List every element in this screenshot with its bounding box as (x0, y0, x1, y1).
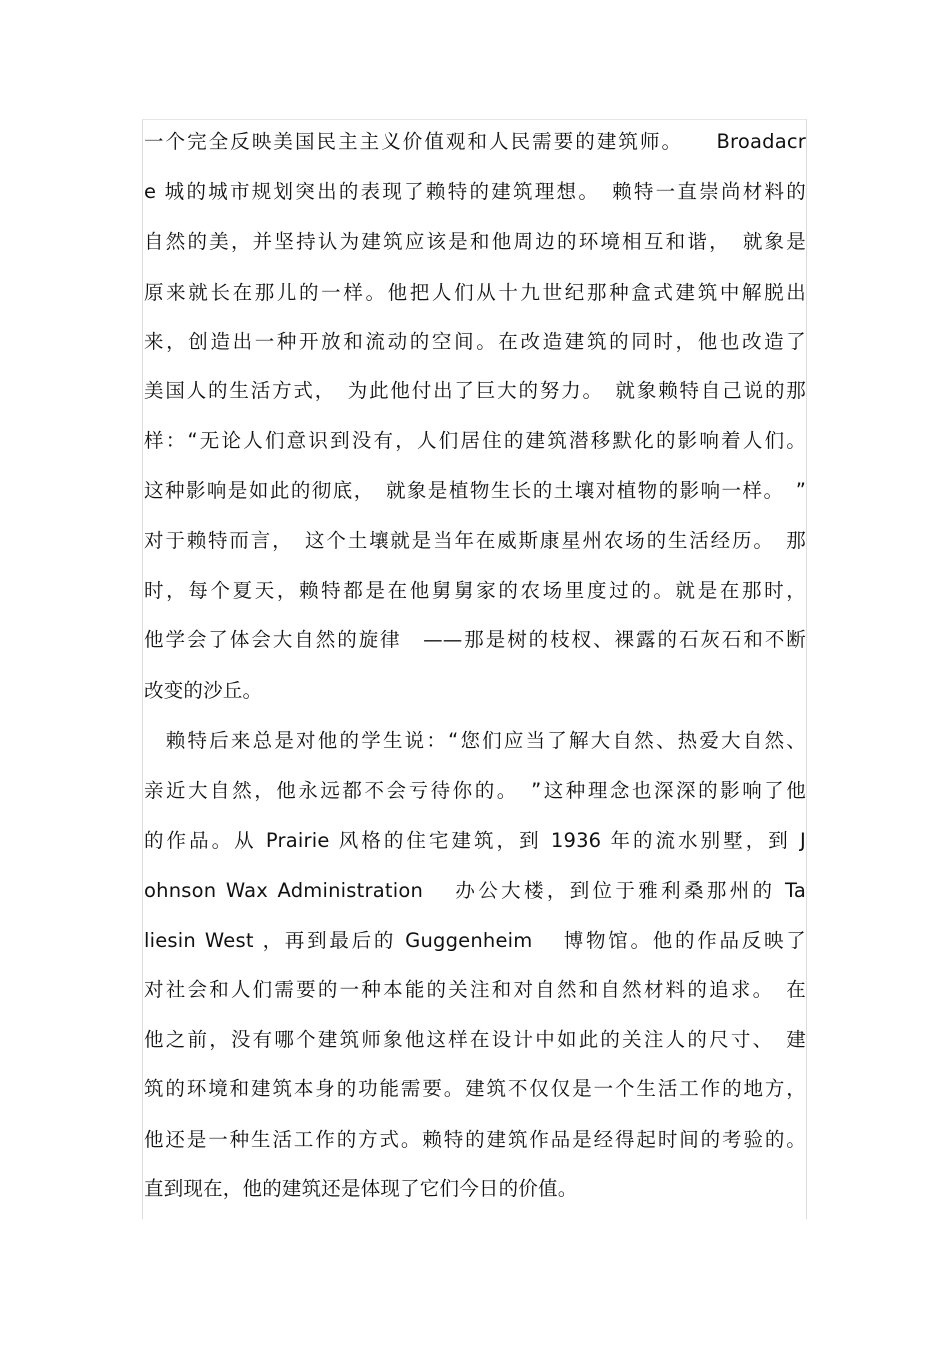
text-line-1: 一个完全反映美国民主主义价值观和人民需要的建筑师。 Broadacr (144, 130, 806, 153)
text-line-15: 的作品。从 Prairie 风格的住宅建筑，到 1936 年的流水别墅，到 J (144, 829, 806, 852)
text-line-16: ohnson Wax Administration 办公大楼，到位于雅利桑那州的 Ta (144, 879, 806, 902)
text-line-6: 美国人的生活方式， 为此他付出了巨大的努力。 就象赖特自己说的那 (144, 379, 806, 402)
text-line-13: 赖特后来总是对他的学生说：“您们应当了解大自然、热爱大自然、 (144, 729, 806, 752)
text-line-9: 对于赖特而言， 这个土壤就是当年在威斯康星州农场的生活经历。 那 (144, 529, 806, 552)
text-line-14: 亲近大自然，他永远都不会亏待你的。 ”这种理念也深深的影响了他 (144, 779, 806, 802)
text-line-21: 他还是一种生活工作的方式。赖特的建筑作品是经得起时间的考验的。 (144, 1128, 806, 1151)
text-line-2: e 城的城市规划突出的表现了赖特的建筑理想。 赖特一直崇尚材料的 (144, 180, 806, 203)
text-line-12: 改变的沙丘。 (144, 679, 263, 702)
text-line-8: 这种影响是如此的彻底， 就象是植物生长的土壤对植物的影响一样。 ” (144, 479, 806, 502)
text-line-10: 时，每个夏天，赖特都是在他舅舅家的农场里度过的。就是在那时， (144, 579, 806, 602)
text-line-4: 原来就长在那儿的一样。他把人们从十九世纪那种盒式建筑中解脱出 (144, 281, 806, 304)
text-line-5: 来，创造出一种开放和流动的空间。在改造建筑的同时，他也改造了 (144, 330, 806, 353)
text-line-18: 对社会和人们需要的一种本能的关注和对自然和自然材料的追求。 在 (144, 978, 806, 1001)
text-line-19: 他之前，没有哪个建筑师象他这样在设计中如此的关注人的尺寸、 建 (144, 1028, 806, 1051)
text-line-3: 自然的美，并坚持认为建筑应该是和他周边的环境相互和谐， 就象是 (144, 230, 806, 253)
text-line-11: 他学会了体会大自然的旋律 ——那是树的枝杈、裸露的石灰石和不断 (144, 628, 806, 651)
text-line-20: 筑的环境和建筑本身的功能需要。建筑不仅仅是一个生活工作的地方， (144, 1077, 806, 1100)
text-line-17: liesin West ，再到最后的 Guggenheim 博物馆。他的作品反映了 (144, 929, 806, 952)
text-line-22: 直到现在，他的建筑还是体现了它们今日的价值。 (144, 1177, 578, 1200)
text-line-7: 样：“无论人们意识到没有，人们居住的建筑潜移默化的影响着人们。 (144, 429, 806, 452)
